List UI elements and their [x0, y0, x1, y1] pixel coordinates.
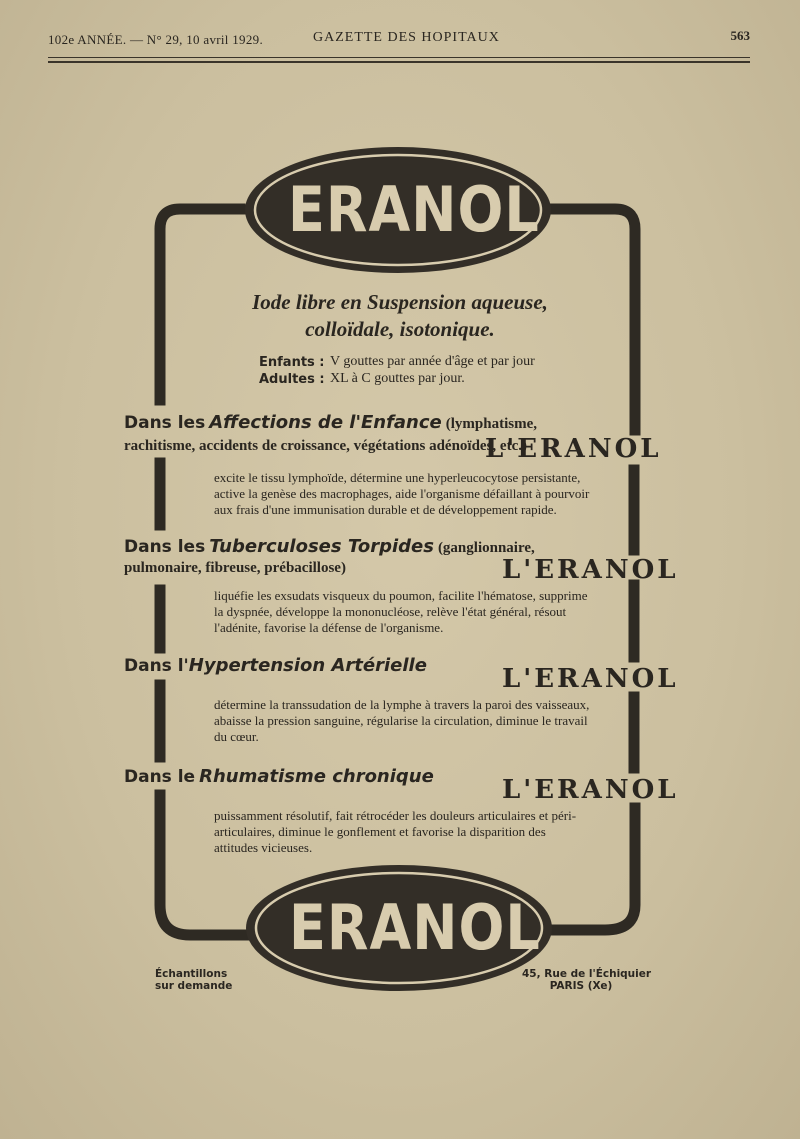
section-2-brand: L'ERANOL	[502, 555, 679, 585]
section-4-heading	[124, 766, 434, 787]
section-2-body: liquéfie les exsudats visqueux du poumon, facilite l'hématose, supprime la dyspnée, développe la mononucléose, relève l'état général, résout l'adénite, favorise la défense de l'organisme.	[214, 588, 588, 635]
tagline-line2: colloïdale, isotonique.	[305, 317, 495, 341]
dose-adults-label: Adultes :	[259, 372, 325, 387]
section-2-detail: (ganglionnaire,	[437, 540, 535, 556]
dose-children-label: Enfants :	[259, 355, 325, 370]
section-1-brand: L'ERANOL	[485, 434, 662, 464]
logo-top-text: ERANOL	[288, 173, 540, 246]
section-3-body: détermine la transsudation de la lymphe à travers la paroi des vaisseaux, abaisse la pression sanguine, régularise la circulation, diminue le travail du cœur.	[214, 697, 590, 744]
section-2-prefix: Dans les	[124, 537, 206, 557]
samples-note-line1: Échantillons	[155, 968, 228, 980]
section-2-heading	[124, 536, 535, 557]
section-4-prefix: Dans le	[124, 767, 196, 787]
section-2-condition: Tuberculoses Torpides	[209, 536, 434, 557]
dose-adults-text: XL à C gouttes par jour.	[330, 371, 465, 386]
section-1-prefix: Dans les	[124, 413, 206, 433]
section-4-condition: Rhumatisme chronique	[199, 766, 434, 787]
section-3-brand: L'ERANOL	[502, 664, 679, 694]
section-4-body: puissamment résolutif, fait rétrocéder les douleurs articulaires et péri-articulaires, diminue le gonflement et favorise la disparition des attitudes vicieuses.	[214, 808, 577, 855]
section-1-heading	[124, 412, 537, 433]
section-1-body: excite le tissu lymphoïde, détermine une hyperleucocytose persistante, active la genèse des macrophages, aide l'organisme défaillant à pourvoir aux frais d'une immunisation durable et de développement rapide.	[214, 470, 590, 517]
samples-note-line2: sur demande	[155, 980, 233, 992]
section-3-prefix: Dans l'	[124, 656, 189, 676]
tagline-line1: Iode libre en Suspension aqueuse,	[252, 290, 548, 314]
logo-bottom-text: ERANOL	[289, 891, 541, 964]
section-1-detail: (lymphatisme,	[445, 416, 538, 432]
section-4-brand: L'ERANOL	[502, 775, 679, 805]
section-3-heading	[124, 655, 427, 676]
page-number: 563	[730, 28, 750, 43]
journal-title: GAZETTE DES HOPITAUX	[313, 30, 500, 45]
section-2-detail-2: pulmonaire, fibreuse, prébacillose)	[124, 560, 346, 576]
address	[522, 968, 652, 992]
address-line1: 45, Rue de l'Échiquier	[522, 968, 652, 980]
samples-note	[155, 968, 233, 992]
section-1-condition: Affections de l'Enfance	[209, 412, 442, 433]
section-1-detail-2: rachitisme, accidents de croissance, végétations adénoïdes, etc.)	[124, 438, 527, 454]
address-line2: PARIS (Xe)	[549, 980, 613, 992]
dose-children-text: V gouttes par année d'âge et par jour	[330, 354, 535, 369]
section-3-condition: Hypertension Artérielle	[188, 655, 427, 676]
issue-info: 102e ANNÉE. — N° 29, 10 avril 1929.	[48, 32, 264, 47]
